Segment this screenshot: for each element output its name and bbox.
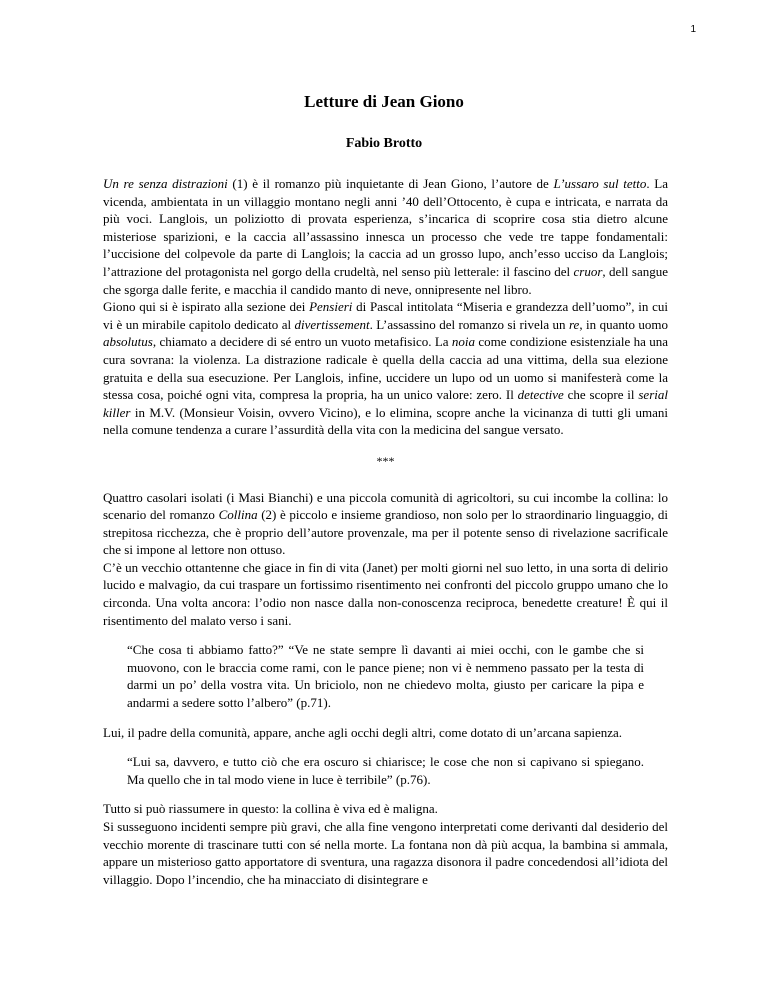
- paragraph: C’è un vecchio ottantenne che giace in fin di vita (Janet) per molti giorni nel suo letto, in una sorta di delirio lucido e malvagio, da cui traspare un fortissimo risentimento nei confronti del piccolo gruppo umano che lo circonda. Una volta ancora: l’odio non nasce dalla non-conoscenza reciproca, benedette creature! È qui il risentimento del malato verso i sani.: [103, 559, 668, 628]
- text-run: di Pascal intitolata “Miseria e grandezza dell’uomo”, in cui vi è un mirabile capitolo dedicato al: [103, 299, 668, 332]
- block-quote: “Lui sa, davvero, e tutto ciò che era oscuro si chiarisce; le cose che non si capivano si spiegano. Ma quello che in tal modo viene in luce è terribile” (p.76).: [127, 754, 644, 787]
- italic-run: Collina: [218, 507, 258, 523]
- text-run: come condizione esistenziale ha una cura sovrana: la violenza. La distrazione radicale è quella della caccia ad una vittima, della sua elezione gratuita e della sua esecuzione. Per Langlois, infine, uccidere un lupo od un uomo si manifesterà come la stessa cosa, poiché ogni vita, compresa la propria, ha un unico valore: zero. Il: [103, 334, 668, 403]
- italic-run: cruor: [573, 263, 603, 279]
- italic-run: noia: [451, 334, 476, 350]
- italic-run: Pensieri: [309, 299, 353, 315]
- document-title: Letture di Jean Giono: [304, 92, 464, 111]
- text-run: , dell sangue che sgorga dalle ferite, e macchia il candido manto di neve, onnipresente nel libro.: [103, 263, 668, 297]
- text-run: , chiamato a decidere di sé entro un vuoto metafisico. La: [152, 334, 452, 350]
- paragraph: [103, 175, 668, 298]
- italic-run: absolutus: [103, 334, 153, 350]
- italic-run: divertissement: [294, 316, 370, 332]
- article-body: [103, 175, 668, 888]
- italic-run: serial killer: [103, 387, 668, 420]
- paragraph: Si susseguono incidenti sempre più gravi, che alla fine vengono interpretati come derivanti dal desiderio del vecchio morente di trascinare tutti con sé nella morte. La fontana non dà più acqua, la bambina si ammala, appare un misterioso gatto apportatore di sventura, una ragazza disonora il padre concedendosi all’idiota del villaggio. Dopo l’incendio, che ha minacciato di disintegrare e: [103, 819, 668, 887]
- paragraph: Tutto si può riassumere in questo: la collina è viva ed è maligna.: [103, 801, 438, 817]
- paragraph: [103, 298, 668, 439]
- paragraph: Lui, il padre della comunità, appare, anche agli occhi degli altri, come dotato di un’arcana sapienza.: [103, 724, 623, 740]
- text-run: (1) è il romanzo più inquietante di Jean Giono, l’autore de: [227, 176, 554, 191]
- block-quote: “Che cosa ti abbiamo fatto?” “Ve ne state sempre lì davanti ai miei occhi, con le gambe che si muovono, con le braccia come rami, con le pance piene; non vi è nemmeno passato per la testa di darmi un po’ della vostra vita. Un briciolo, non ne chiedevo molta, giusto per caricare la pipa e andarmi a sedere sotto l’albero” (p.71).: [127, 642, 644, 711]
- italic-run: L’ussaro sul tetto: [553, 176, 647, 191]
- text-run: . L’assassino del romanzo si rivela un: [369, 316, 569, 332]
- document-author: Fabio Brotto: [345, 136, 423, 151]
- text-run: Giono qui si è ispirato alla sezione dei: [103, 299, 310, 315]
- text-run: in M.V. (Monsieur Voisin, ovvero Vicino), e lo elimina, scopre anche la vicinanza di tutti gli umani nella comune tendenza a curare l’assurdità della vita con la medicina del sangue versato.: [103, 404, 668, 438]
- paragraph: [103, 489, 668, 559]
- text-run: che scopre il: [563, 387, 639, 403]
- italic-run: re: [568, 316, 580, 332]
- text-run: (2) è piccolo e insieme grandioso, non solo per lo straordinario linguaggio, di strepitosa ricchezza, che è proprio dell’autore provenzale, ma per il potente senso di rivelazione sacrificale che si impone al lettore non ottuso.: [103, 507, 668, 558]
- page-number: 1: [690, 24, 696, 35]
- italic-run: detective: [517, 387, 564, 403]
- text-run: , in quanto uomo: [579, 316, 668, 332]
- text-run: Quattro casolari isolati (i Masi Bianchi) e una piccola comunità di agricoltori, su cui incombe la collina: lo scenario del romanzo: [103, 489, 668, 523]
- italic-run: Un re senza distrazioni: [103, 176, 228, 191]
- section-separator: ***: [376, 453, 395, 468]
- text-run: . La vicenda, ambientata in un villaggio montano negli anni ’40 dell’Ottocento, è cupa e intricata, e narrata da più voci. Langlois, un poliziotto di provata esperienza, s’incarica di scoprire cosa stia dietro alcune misteriose sparizioni, e la caccia all’assassino innesca un processo che vede tre tappe fondamentali: l’uccisione del colpevole da parte di Langlois; la caccia ad un grosso lupo, anch’esso ucciso da Langlois; l’attrazione del protagonista nel gorgo della crudeltà, nel senso più letterale: il fascino del: [103, 176, 668, 279]
